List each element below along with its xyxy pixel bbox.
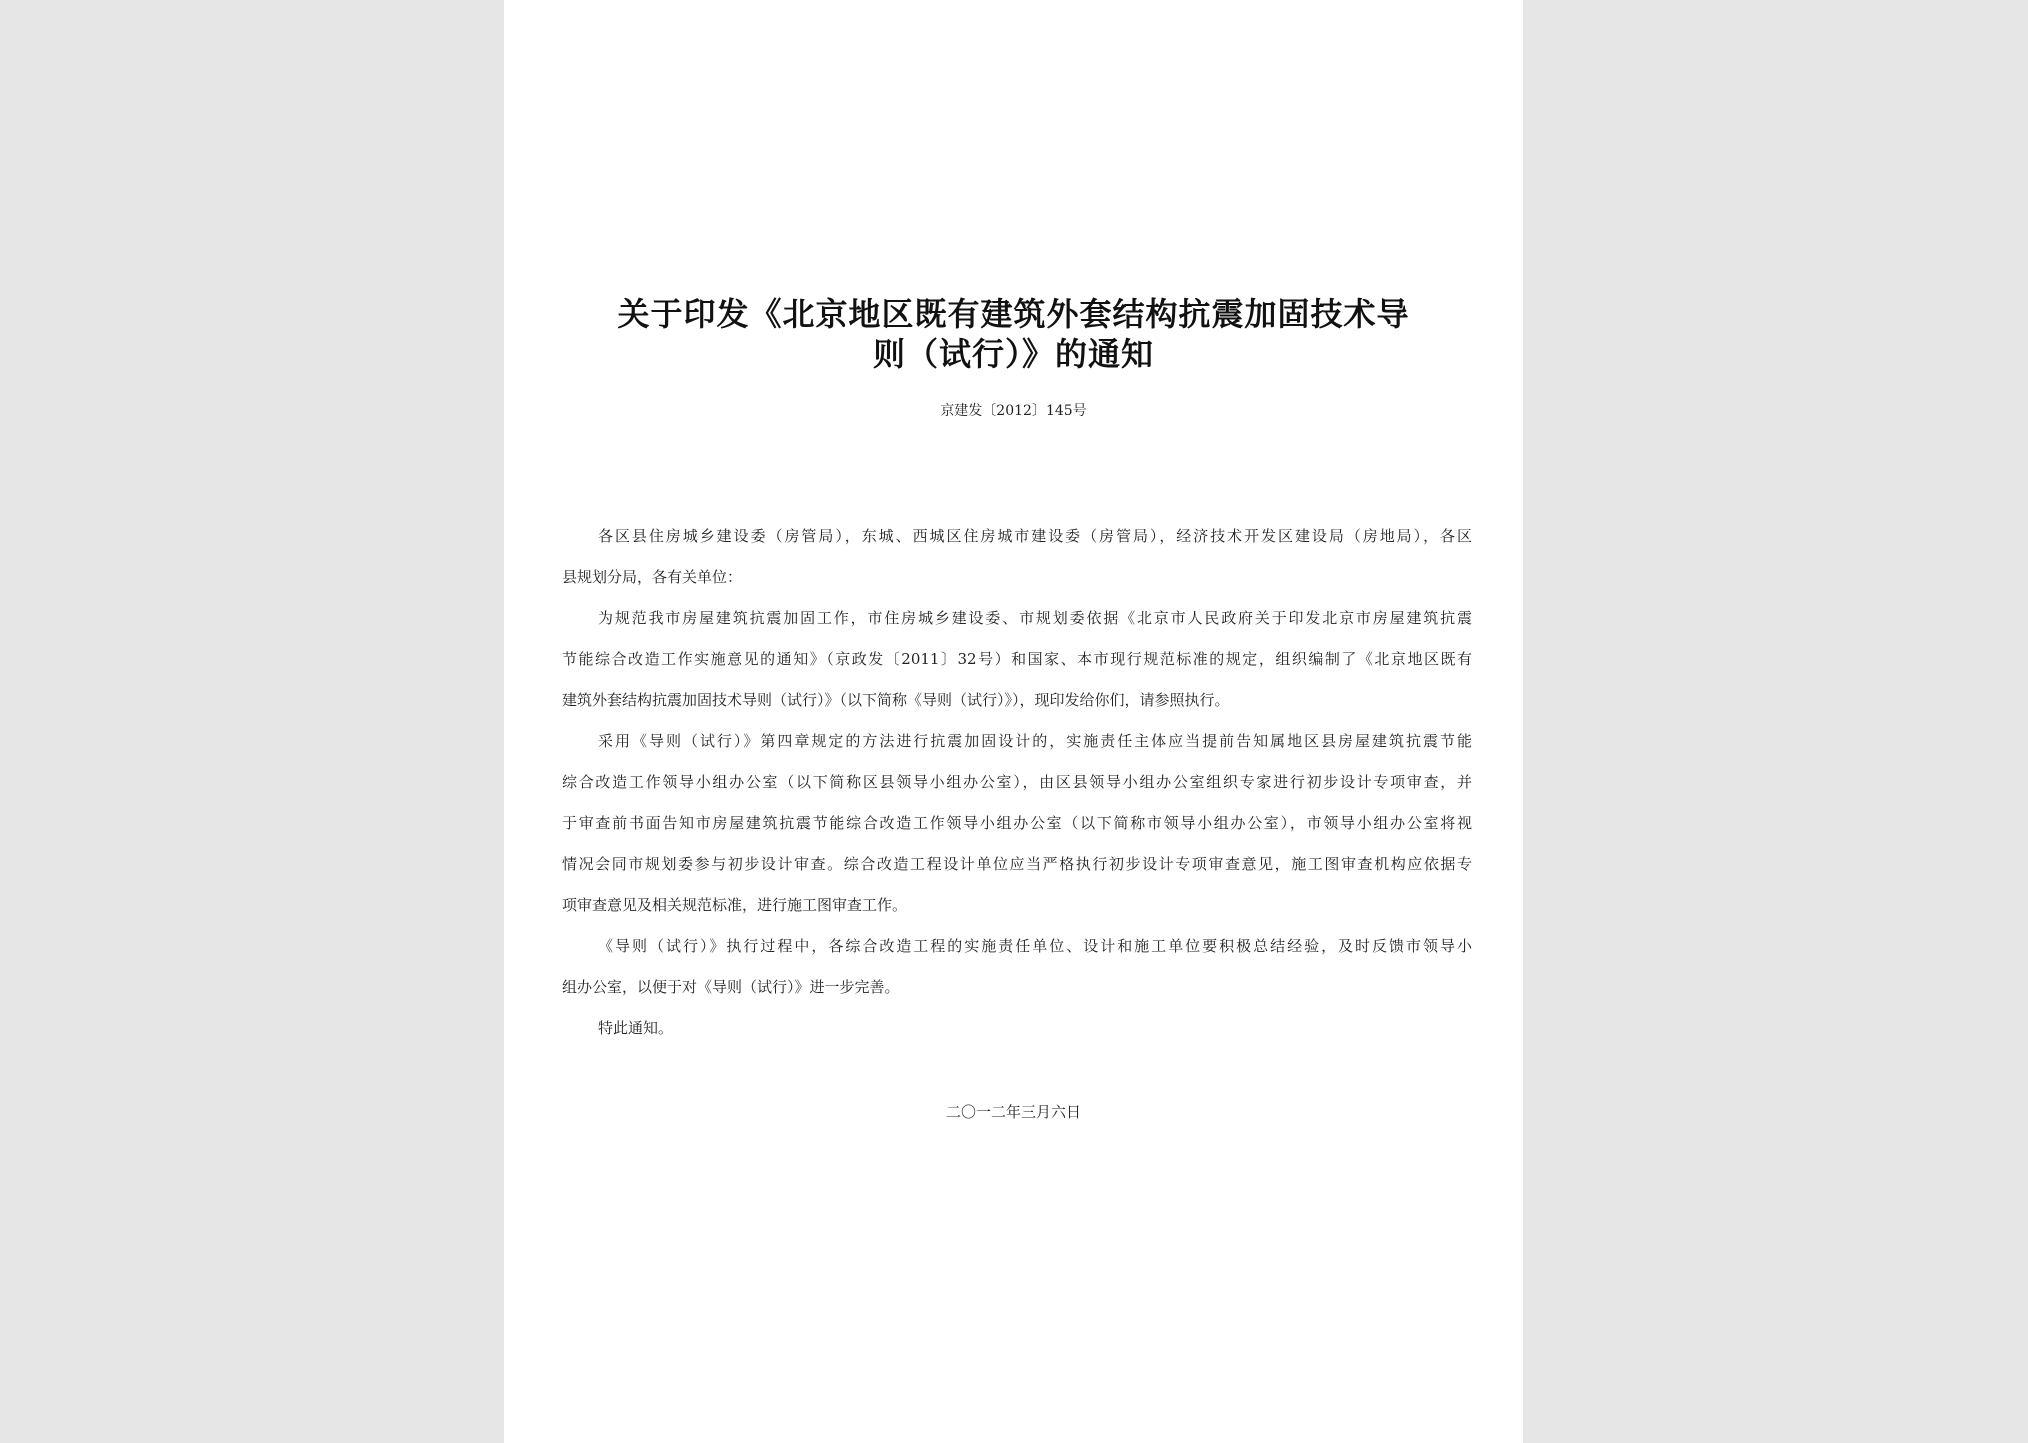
body-line: 组办公室，以便于对《导则（试行）》进一步完善。 (562, 978, 900, 996)
closing-line: 特此通知。 (598, 1019, 674, 1037)
document-date: 二〇一二年三月六日 (945, 1103, 1081, 1121)
document-title-line-2: 则（试行）》的通知 (872, 335, 1154, 373)
body-line: 情况会同市规划委参与初步设计审查。综合改造工程设计单位应当严格执行初步设计专项审查意见，施工图审查机构应依据专 (562, 855, 1472, 873)
body-line: 采用《导则（试行）》第四章规定的方法进行抗震加固设计的，实施责任主体应当提前告知属地区县房屋建筑抗震节能 (598, 732, 1472, 750)
document-page (504, 0, 1523, 1443)
body-line: 各区县住房城乡建设委（房管局），东城、西城区住房城市建设委（房管局），经济技术开发区建设局（房地局），各区 (598, 527, 1472, 545)
body-line: 建筑外套结构抗震加固技术导则（试行）》（以下简称《导则（试行）》），现印发给你们，请参照执行。 (562, 691, 1230, 709)
document-title-line-1: 关于印发《北京地区既有建筑外套结构抗震加固技术导 (617, 295, 1410, 333)
body-line: 为规范我市房屋建筑抗震加固工作，市住房城乡建设委、市规划委依据《北京市人民政府关于印发北京市房屋建筑抗震 (598, 609, 1472, 627)
body-line: 综合改造工作领导小组办公室（以下简称区县领导小组办公室），由区县领导小组办公室组织专家进行初步设计专项审查，并 (562, 773, 1472, 791)
document-number: 京建发〔2012〕145号 (940, 403, 1087, 419)
body-line: 县规划分局，各有关单位： (562, 568, 743, 586)
body-line: 于审查前书面告知市房屋建筑抗震节能综合改造工作领导小组办公室（以下简称市领导小组办公室），市领导小组办公室将视 (562, 814, 1472, 832)
body-line: 节能综合改造工作实施意见的通知》（京政发〔2011〕32号）和国家、本市现行规范标准的规定，组织编制了《北京地区既有 (562, 650, 1472, 668)
body-line: 项审查意见及相关规范标准，进行施工图审查工作。 (562, 896, 908, 914)
body-line: 《导则（试行）》执行过程中，各综合改造工程的实施责任单位、设计和施工单位要积极总结经验，及时反馈市领导小 (598, 937, 1472, 955)
